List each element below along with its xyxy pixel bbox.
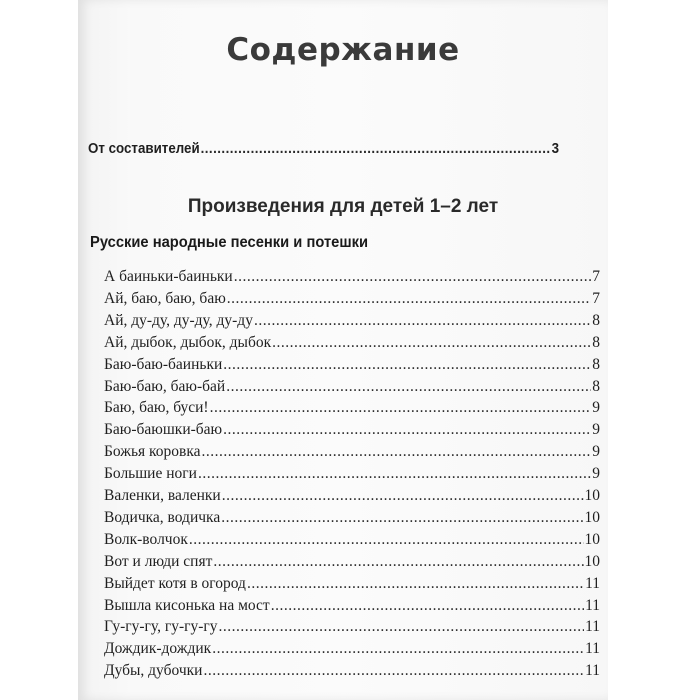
toc-entry [104, 290, 600, 308]
toc-entry-page: 10 [584, 552, 600, 570]
toc-entry [104, 575, 600, 593]
leader-dots [219, 618, 585, 636]
toc-entry-label: Большие ноги [104, 465, 197, 483]
leader-dots [272, 334, 591, 352]
leader-dots [198, 465, 591, 483]
leader-dots [227, 290, 591, 308]
toc-entry-label: Дождик-дождик [104, 640, 212, 658]
leader-dots [226, 378, 591, 396]
toc-entry-page: 9 [592, 399, 600, 417]
toc-entry-page: 11 [585, 662, 600, 680]
section-heading: Произведения для детей 1–2 лет [187, 196, 499, 217]
book-page [78, 0, 608, 700]
leader-dots [201, 141, 551, 157]
leader-dots [212, 640, 584, 658]
leader-dots [189, 531, 584, 549]
toc-entry-label: Ай, баю, баю, баю [104, 289, 226, 307]
toc-entry-label: Баю, баю, буси! [104, 399, 209, 417]
toc-entry-label: От составителей [88, 141, 200, 157]
toc-entry [104, 531, 600, 549]
toc-entry-page: 7 [592, 268, 600, 285]
leader-dots [223, 356, 591, 374]
toc-entry [104, 465, 600, 483]
toc-entry [104, 487, 600, 505]
toc-entry-page: 7 [592, 289, 600, 307]
toc-entry-page: 11 [585, 596, 600, 614]
toc-entry-page: 9 [592, 465, 600, 483]
toc-entry-label: Баю-баюшки-баю [104, 421, 223, 439]
leader-dots [247, 575, 584, 593]
leader-dots [202, 443, 592, 461]
page-title: Содержание [226, 32, 460, 68]
toc-entry [104, 640, 600, 658]
toc-entry-label: Баю-баю-баиньки [104, 355, 223, 373]
toc-entry-page: 10 [584, 530, 600, 548]
toc-entry-label: Водичка, водичка [104, 508, 221, 526]
toc-entry-label: Ай, дыбок, дыбок, дыбок [104, 333, 272, 351]
toc-entry [104, 268, 600, 286]
toc-entry [104, 356, 600, 374]
subsection-heading: Русские народные песенки и потешки [90, 234, 369, 251]
toc-entry-page: 9 [592, 421, 600, 439]
toc-entry-page: 11 [585, 574, 600, 592]
toc-entry [104, 443, 600, 461]
toc-entry-label: Выйдет котя в огород [104, 574, 246, 592]
toc-entry-intro [88, 141, 559, 157]
toc-entry [104, 399, 600, 417]
toc-entry-page: 8 [592, 355, 600, 373]
toc-entry-label: Баю-баю, баю-бай [104, 377, 226, 395]
toc-entry [104, 618, 600, 636]
toc-entry-page: 8 [592, 377, 600, 395]
toc-entry-label: Волк-волчок [104, 530, 188, 548]
toc-entry [104, 334, 600, 352]
toc-entry-label: Ай, ду-ду, ду-ду, ду-ду [104, 311, 253, 329]
toc-entry-page: 3 [551, 141, 560, 157]
leader-dots [221, 509, 583, 527]
leader-dots [234, 268, 592, 286]
toc-entry-page: 11 [585, 640, 600, 658]
toc-entry-page: 8 [592, 333, 600, 351]
toc-entry-label: Гу-гу-гу, гу-гу-гу [104, 618, 218, 636]
toc-entry-page: 10 [584, 508, 600, 526]
toc-entry-page: 10 [584, 487, 600, 504]
toc-entry [104, 597, 600, 615]
toc-entry-label: Дубы, дубочки [104, 662, 203, 680]
toc-entry [104, 312, 600, 330]
toc-entry-label: Божья коровка [104, 443, 201, 461]
leader-dots [210, 399, 592, 417]
toc-entry [104, 662, 600, 680]
leader-dots [222, 487, 584, 505]
toc-entry [104, 553, 600, 571]
toc-entry-page: 9 [592, 443, 600, 461]
toc-entry [104, 509, 600, 527]
toc-entry [104, 421, 600, 439]
toc-entry-label: Вот и люди спят [104, 552, 213, 570]
leader-dots [213, 553, 583, 571]
leader-dots [271, 597, 584, 615]
toc-entry-label: А баиньки-баиньки [104, 268, 233, 285]
toc-entry-page: 8 [592, 311, 600, 329]
leader-dots [223, 421, 591, 439]
leader-dots [254, 312, 591, 330]
toc-entry-label: Вышла кисонька на мост [104, 596, 270, 614]
toc-entry [104, 378, 600, 396]
leader-dots [203, 662, 584, 680]
toc-entry-label: Валенки, валенки [104, 487, 221, 504]
toc-entry-page: 11 [585, 618, 600, 636]
